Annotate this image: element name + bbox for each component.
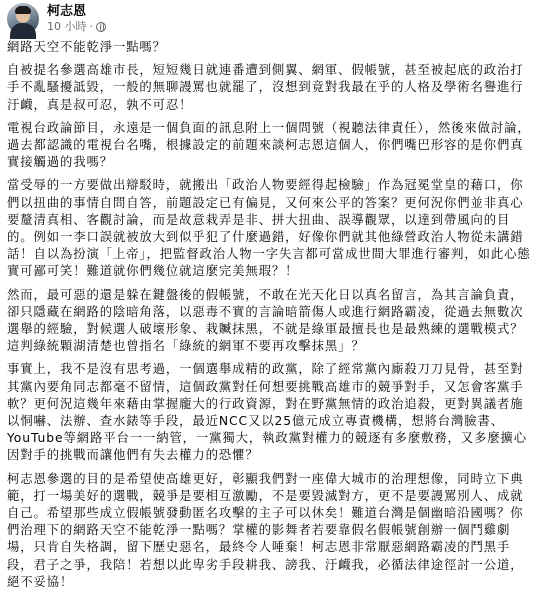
post-paragraph: 電視台政論節目，永遠是一個負面的訊息附上一個問號（視聽法律責任），然後來做討論，過去都認識的電視台名嘴，根據設定的前題來談柯志恩這個人，你們嘴巴形容的是你們真實接觸過的我嗎？	[7, 120, 531, 170]
post-body	[7, 39, 532, 591]
post-paragraph: 柯志恩參選的目的是希望使高雄更好，彰顯我們對一座偉大城市的治理想像，同時立下典範，打一場美好的選戰，競爭是要相互激勵，不是要毀滅對方，更不是要謾罵別人、成就自己。希望那些成立假帳號發動匿名攻擊的主子可以休矣！難道台灣是個幽暗沿國嗎？你們治理下的網路天空不能乾淨一點嗎？掌權的影舞者若要靠假名假帳號創辦一個鬥雞劇場，只肯自失格調，留下歷史惡名，最終令人唾棄！柯志恩非常厭惡網路霸凌的鬥黑手段，君子之爭，我陪！若想以此卑劣手段耕我、謗我、汙衊我，必循法律途徑討一公道，絕不妥協！	[7, 471, 524, 589]
post-header	[7, 0, 532, 36]
post-meta	[47, 4, 106, 34]
separator-dot: ·	[89, 19, 93, 33]
post-paragraph: 網路天空不能乾淨一點嗎？	[7, 40, 166, 54]
author-name[interactable]: 柯志恩	[47, 3, 87, 19]
globe-icon[interactable]	[96, 22, 106, 32]
post-paragraph: 然而，最可惡的還是躲在鍵盤後的假帳號，不敢在光天化日以真名留言，為其言論負責，卻只隱藏在網路的陰暗角落，以惡毒不實的言論暗箭傷人或進行網路霸凌，從過去無數次選舉的經驗，對候選人破壞形象、栽贓抹黑，不就是綠軍最擅長也是最熟練的選戰模式？這判綠統顆湖清楚也曾指名「綠統的網軍不要再攻擊抹黑」？	[7, 287, 524, 354]
post-time-row	[47, 20, 106, 34]
author-avatar[interactable]	[7, 3, 39, 35]
post-paragraph: 自被提名參選高雄市長，短短幾日就連番遭到側翼、網軍、假帳號，甚至被起底的政治打手不亂騷擾詆毀，一般的無聊謾罵也就罷了，沒想到竟對我最在乎的人格及學術名譽進行汙衊，真是叔可忍，孰不可忍！	[7, 63, 524, 112]
post-paragraph: 事實上，我不是沒有思考過，一個選舉成精的政黨，除了經常黨內廝殺刀刀見骨，甚至對其黨內要角同志都毫不留情，這個政黨對任何想要挑戰高雄市的競爭對手，又怎會客黨手軟？更何況這幾年來藉由掌握龐大的行政資源，對在野黨無情的政治追殺，更對異議者施以恫嚇、法辦、查水錶等手段，最近NCC又以25億元成立專責機構，想將台灣臉書、YouTube等網路平台一一納管，一黨獨大，執政黨對權力的競逐有多麼敷務，又多麼擴心因對手的挑戰而讓他們有失去權力的恐懼？	[7, 362, 528, 463]
post-timestamp[interactable]: 10 小時	[47, 19, 87, 33]
post-paragraph: 當受辱的一方要做出辯駁時，就搬出「政治人物要經得起檢驗」作為冠冕堂皇的藉口，你們以扭曲的事情自問自答，前題設定已有偏見，又何來公平的答案？更何況你們並非真心要釐清真相、客觀討論，而是故意栽弄是非、拼大扭曲、誤導觀眾，以達到帶風向的目的。例如一李口誤就被放大到似乎犯了什麼過錯，好像你們就其他綠營政治人物從未講錯話！自以為扮演「上帝」，把監督政治人物一字失言都可當成世間大罪進行審判，如此心態實可鄙可笑！難道就你們幾位就這麼完美無瑕？！	[7, 178, 531, 279]
